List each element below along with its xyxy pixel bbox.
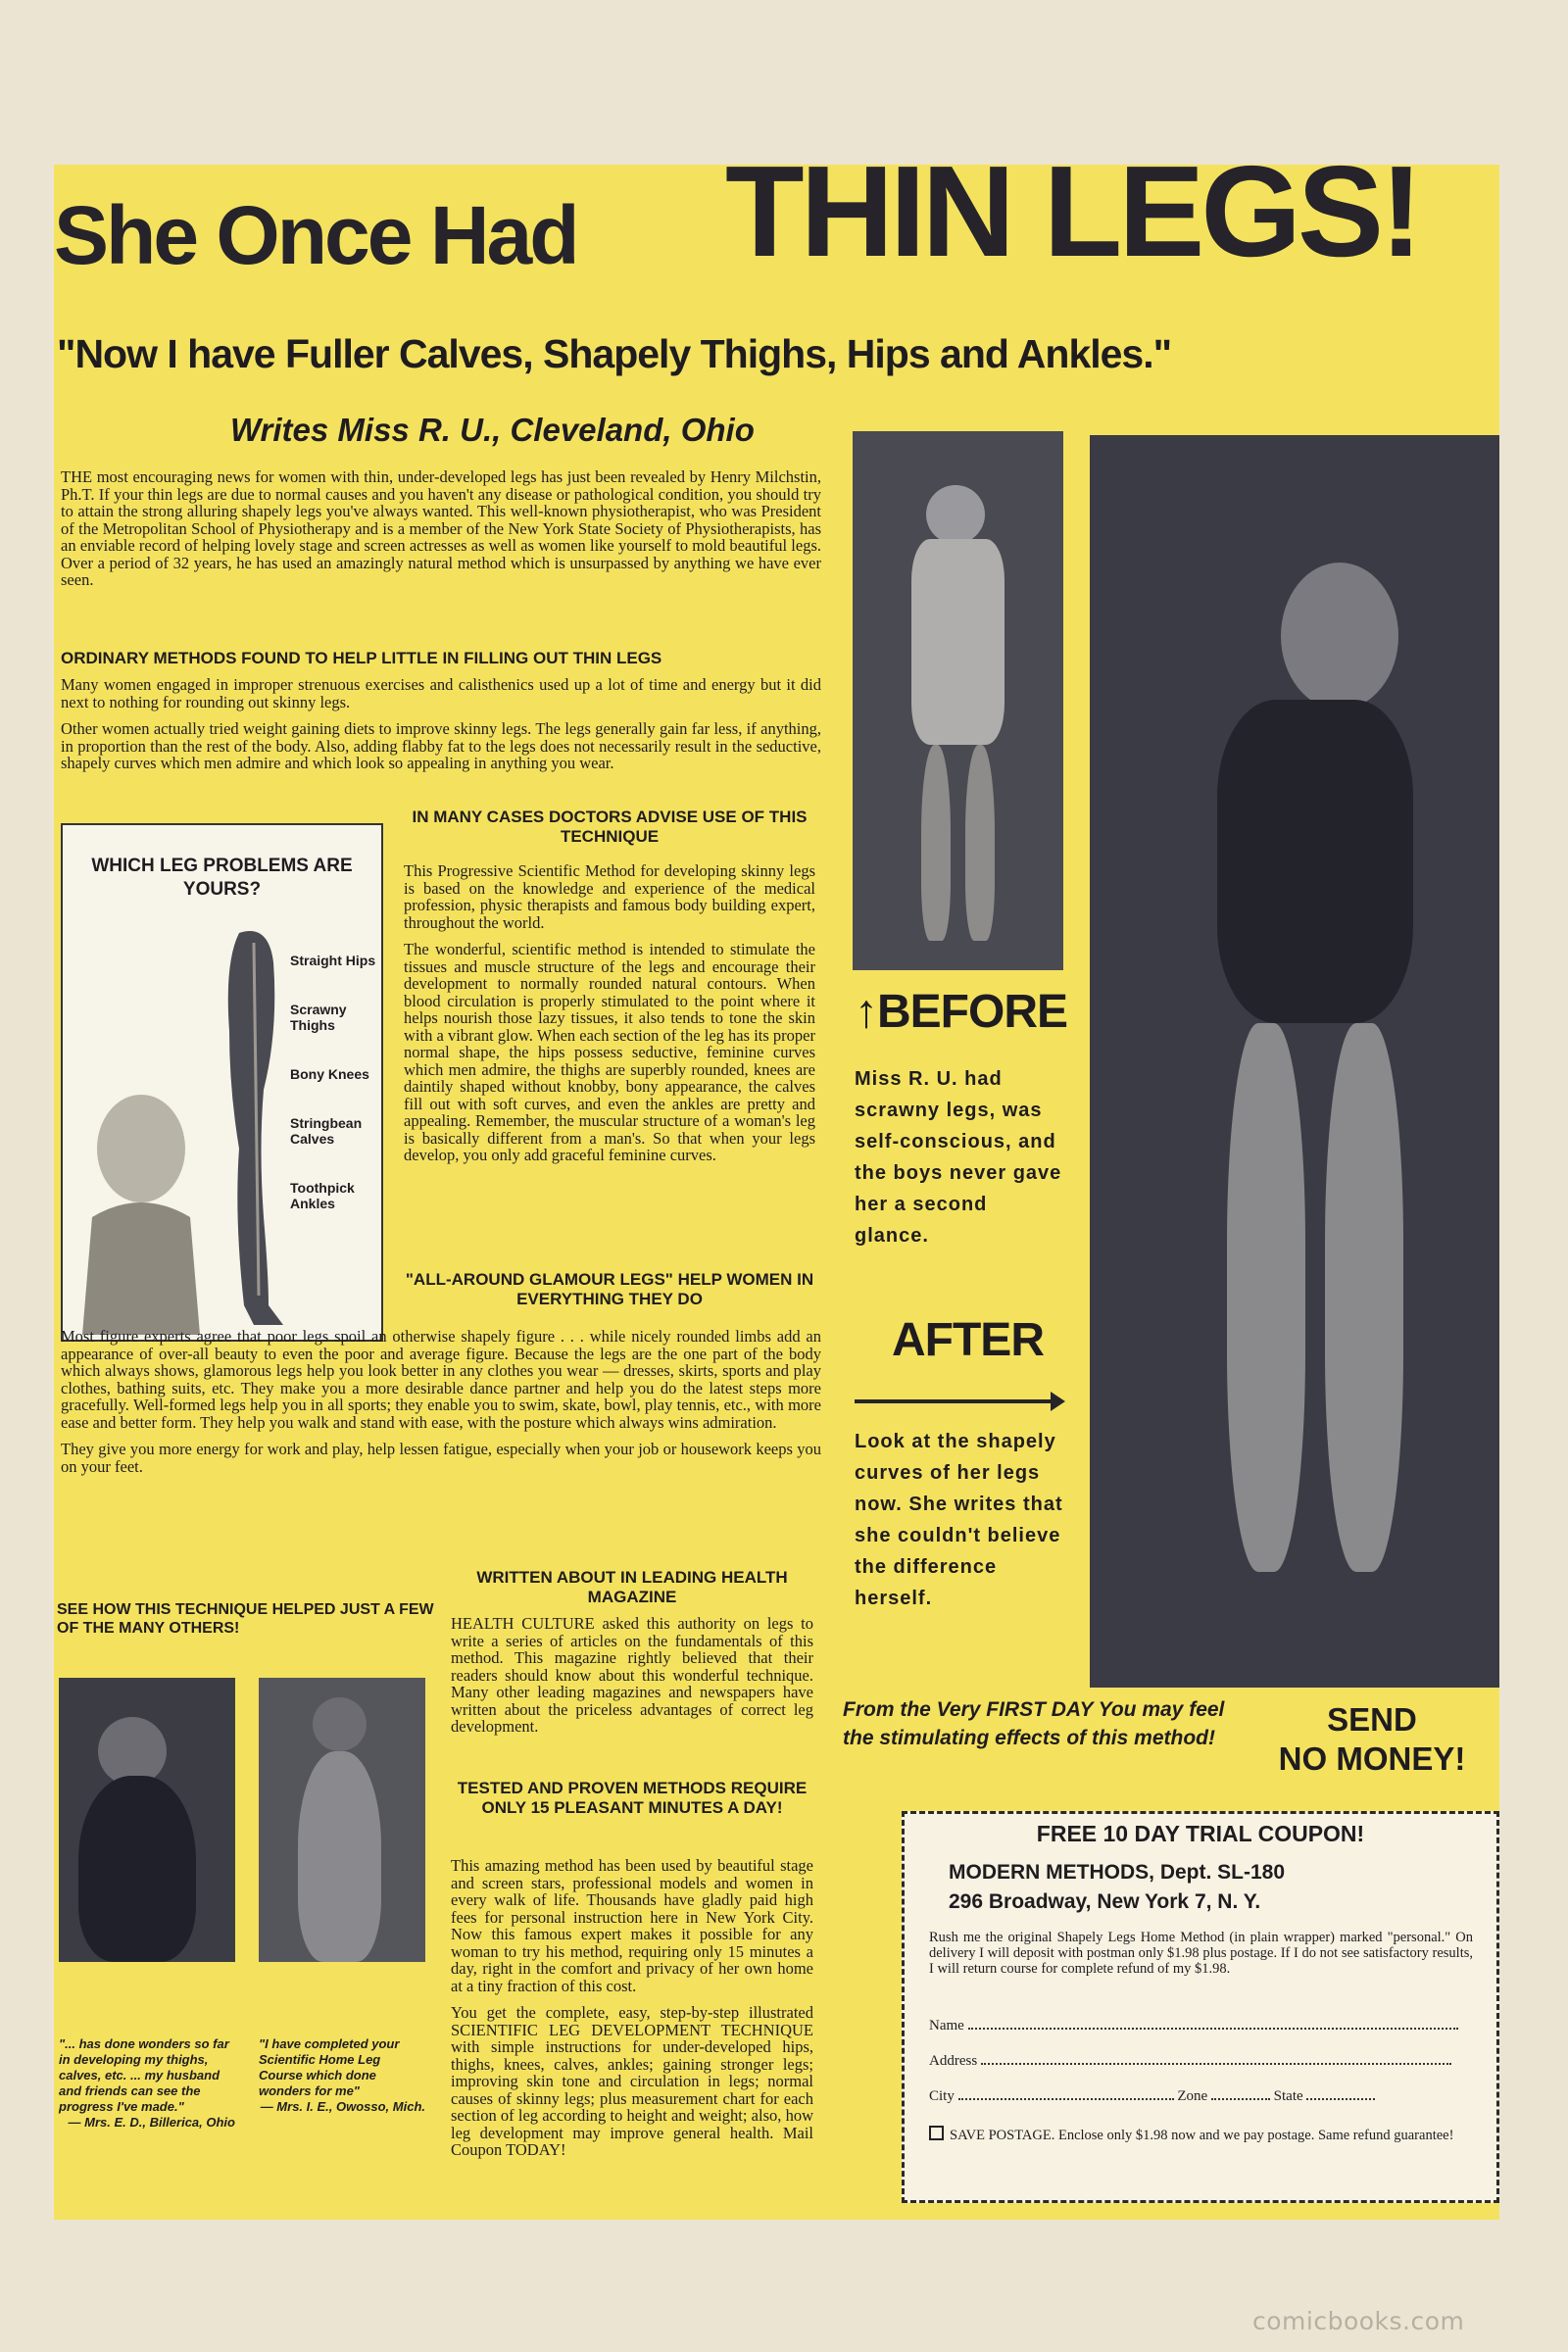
headline-part1: She Once Had: [54, 189, 577, 281]
section3-p1: Most figure experts agree that poor legs spoil an otherwise shapely figure . . . while nicely rounded limbs add an appearance of over-all beauty to even the poor and average figure. Because the legs are the one part of the body which always shows, glamorous legs help you look better in any clothes you wear — dresses, skirts, sports and play clothes, bathing suits, etc. They make you a more desirable dance partner and help you do the latest steps more gracefully. Well-formed legs help you in all sports; they enable you to swim, skate, bowl, play tennis, etc., with more ease and better form. They help you walk and stand with ease, with the posture which always wins admiration.: [61, 1327, 821, 1432]
coupon-address-row[interactable]: [929, 2053, 1473, 2070]
after-label: AFTER: [892, 1314, 1044, 1366]
coupon-state-label: State: [1273, 2088, 1303, 2104]
send-line1: SEND: [1327, 1701, 1417, 1738]
coupon-zone-label: Zone: [1177, 2088, 1208, 2104]
section3-heading: "ALL-AROUND GLAMOUR LEGS" HELP WOMEN IN EVERYTHING THEY DO: [405, 1270, 814, 1308]
headline-part2: THIN LEGS!: [725, 139, 1419, 283]
testimonial-1-quote: "... has done wonders so far in developing my thighs, calves, etc. ... my husband and friends can see the progress I've made.": [59, 2036, 229, 2114]
save-postage-checkbox[interactable]: [929, 2126, 944, 2140]
section5-p2: You get the complete, easy, step-by-step illustrated SCIENTIFIC LEG DEVELOPMENT TECHNIQUE with simple instructions for under-developed hips, thighs, knees, calves, ankles; gaining stronger legs; improving skin tone and circulation in legs; normal causes of skinny legs; plus measurement chart for each section of leg according to height and weight; also, how leg development may improve general health. Mail Coupon TODAY!: [451, 2003, 813, 2159]
section5-heading: TESTED AND PROVEN METHODS REQUIRE ONLY 15 PLEASANT MINUTES A DAY!: [457, 1779, 808, 1817]
leg-problems-box: [61, 823, 383, 1342]
coupon-body: Rush me the original Shapely Legs Home Method (in plain wrapper) marked "personal." On delivery I will deposit with postman only $1.98 plus postage. If I do not see satisfactory results, I will return course for complete refund of my $1.98.: [929, 1930, 1473, 1977]
right-arrow-icon: [855, 1387, 1065, 1416]
testimonial-photo-1: [59, 1678, 235, 1962]
testimonial-2-quote: "I have completed your Scientific Home Leg Course which done wonders for me": [259, 2036, 400, 2098]
section2-heading: IN MANY CASES DOCTORS ADVISE USE OF THIS TECHNIQUE: [412, 808, 808, 846]
problem-ankles: Toothpick Ankles: [290, 1180, 355, 1211]
leg-problems-title: WHICH LEG PROBLEMS ARE YOURS?: [91, 856, 353, 900]
site-watermark: comicbooks.com: [1252, 2307, 1465, 2335]
section2-p1: This Progressive Scientific Method for developing skinny legs is based on the knowledge and experience of the medical profession, physic therapists and famous body building expert, throughout the world.: [404, 861, 815, 932]
first-day-text: From the Very FIRST DAY You may feel the stimulating effects of this method!: [843, 1698, 1225, 1749]
before-photo: [853, 431, 1063, 970]
section4-heading: WRITTEN ABOUT IN LEADING HEALTH MAGAZINE: [476, 1568, 788, 1606]
coupon-address: 296 Broadway, New York 7, N. Y.: [949, 1890, 1261, 1913]
after-photo: [1090, 435, 1499, 1688]
coupon-city-row[interactable]: [929, 2088, 1473, 2105]
testimonial-2-author: — Mrs. I. E., Owosso, Mich.: [260, 2099, 425, 2114]
before-label: ↑BEFORE: [855, 986, 1068, 1038]
trial-coupon[interactable]: [902, 1811, 1499, 2203]
coupon-address-field[interactable]: [981, 2063, 1451, 2065]
see-how-heading: SEE HOW THIS TECHNIQUE HELPED JUST A FEW OF THE MANY OTHERS!: [57, 1601, 434, 1637]
testimonial-1-author: — Mrs. E. D., Billerica, Ohio: [68, 2115, 235, 2130]
section5-p1: This amazing method has been used by beautiful stage and screen stars, professional models and women in every walk of life. Thousands have gladly paid high fees for personal instruction here in New York City. Now this famous expert makes it possible for any woman to try his method, requiring only 15 minutes a day, right in the comfort and privacy of her own home at a tiny fraction of this cost.: [451, 1856, 813, 1995]
section1-p2: Other women actually tried weight gaining diets to improve skinny legs. The legs generally gain far less, if anything, in proportion than the rest of the body. Also, adding flabby fat to the legs does not necessarily result in the seductive, shapely curves which men admire and which look so appealing in anything you wear.: [61, 719, 821, 772]
problem-hips: Straight Hips: [290, 953, 376, 968]
coupon-name-row[interactable]: [929, 2018, 1473, 2034]
problem-knees: Bony Knees: [290, 1066, 369, 1082]
section3-p2: They give you more energy for work and play, help lessen fatigue, especially when your job or housework keeps you on your feet.: [61, 1440, 821, 1476]
before-caption: Miss R. U. had scrawny legs, was self-conscious, and the boys never gave her a second glance.: [855, 1068, 1062, 1247]
coupon-city-field[interactable]: [958, 2098, 1174, 2100]
coupon-state-field[interactable]: [1306, 2098, 1375, 2100]
section4-p1: HEALTH CULTURE asked this authority on legs to write a series of articles on the fundamentals of this method. This magazine rightly believed that their readers should know about this wonderful technique. Many other leading magazines and newspapers have written about the priceless advantages of correct leg development.: [451, 1614, 813, 1736]
intro-text: THE most encouraging news for women with thin, under-developed legs has just been revealed by Henry Milchstin, Ph.T. If your thin legs are due to normal causes and you haven't any disease or pathological condition, you should try to attain the strong alluring shapely legs you've always wanted. This well-known physiotherapist, who was President of the Metropolitan School of Physiotherapy and is a member of the New York State Society of Physiotherapists, has an enviable record of helping lovely stage and screen actresses as well as women like yourself to mold beautiful legs. Over a period of 32 years, he has used an amazingly natural method which is unsurpassed by anything we have ever seen.: [61, 467, 821, 589]
section2-text: [404, 862, 815, 1174]
section1-p1: Many women engaged in improper strenuous exercises and calisthenics used up a lot of time and energy but it did next to nothing for rounding out skinny legs.: [61, 675, 821, 711]
problem-calves: Stringbean Calves: [290, 1115, 363, 1147]
testimonial-1: [59, 2036, 235, 2131]
coupon-name-field[interactable]: [968, 2028, 1458, 2030]
section2-p2: The wonderful, scientific method is intended to stimulate the tissues and muscle structure of the legs and encourage their development to normally rounded natural contours. When blood circulation is properly stimulated to the point where it helps nourish those lazy tissues, it also tends to tone the skin with a vibrant glow. When each section of the leg has its proper normal shape, the hips possess seductive, feminine curves which men admire, the thighs are superbly rounded, knees are daintily shaped without knobby, bony appearance, the calves fill out with soft curves, and even the ankles are pretty and appealing. Remember, the muscular structure of a woman's leg is basically different from a man's. So that when your legs develop, you only add graceful feminine curves.: [404, 940, 815, 1164]
coupon-city-label: City: [929, 2088, 955, 2104]
after-caption: Look at the shapely curves of her legs now. She writes that she couldn't believe the difference herself.: [855, 1431, 1063, 1609]
testimonial-2: [259, 2036, 425, 2115]
coupon-company: MODERN METHODS, Dept. SL-180: [949, 1861, 1286, 1884]
coupon-name-label: Name: [929, 2018, 964, 2034]
coupon-postage-row[interactable]: [929, 2126, 1478, 2143]
send-line2: NO MONEY!: [1278, 1740, 1466, 1777]
problem-thighs: Scrawny Thighs: [290, 1002, 347, 1033]
section3-text: [61, 1328, 821, 1485]
byline: Writes Miss R. U., Cleveland, Ohio: [230, 412, 755, 448]
subheadline: "Now I have Fuller Calves, Shapely Thighs, Hips and Ankles.": [57, 331, 1172, 376]
leg-problems-list: [290, 953, 378, 1211]
coupon-address-label: Address: [929, 2053, 978, 2069]
section1-text: [61, 676, 821, 782]
coupon-zone-field[interactable]: [1211, 2098, 1270, 2100]
coupon-postage-text: SAVE POSTAGE. Enclose only $1.98 now and we pay postage. Same refund guarantee!: [950, 2128, 1454, 2143]
section1-heading: ORDINARY METHODS FOUND TO HELP LITTLE IN FILLING OUT THIN LEGS: [61, 649, 662, 667]
section5-text: [451, 1857, 813, 2169]
coupon-title: FREE 10 DAY TRIAL COUPON!: [1036, 1821, 1365, 1846]
testimonial-photo-2: [259, 1678, 425, 1962]
send-no-money: [1245, 1700, 1499, 1779]
